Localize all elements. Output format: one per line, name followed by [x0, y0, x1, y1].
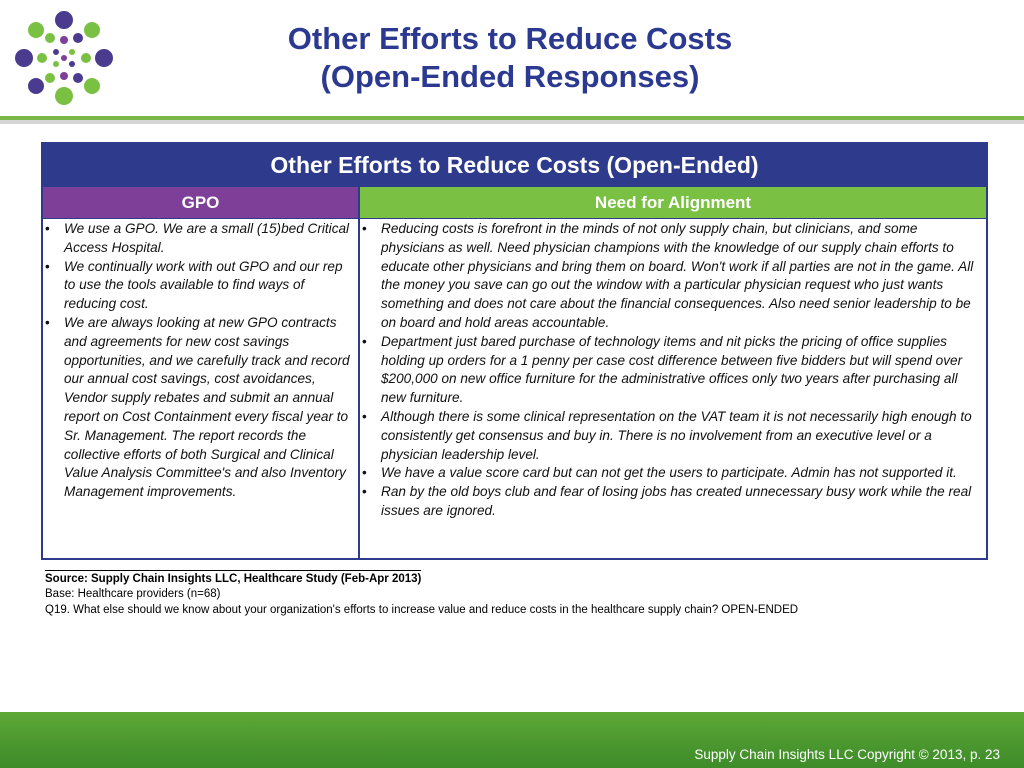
gpo-column: [43, 220, 358, 558]
need-for-alignment-column: [360, 220, 986, 558]
question-line: Q19. What else should we know about your organization's efforts to increase value and reduce costs in the healthcare supply chain? OPEN-ENDED: [45, 603, 799, 616]
gpo-bullet: • We are always looking at new GPO contracts and agreements for new cost savings opportunities, and we carefully track and record our annual cost savings, cost avoidances, Vendor supply rebates and submit an annual report on Cost Containment every fiscal year to Sr. Management. The report records the collective efforts of both Surgical and Clinical Value Analysis Committee's and also Inventory Management improvements.: [43, 314, 358, 502]
source-line: Source: Supply Chain Insights LLC, Healthcare Study (Feb-Apr 2013): [45, 570, 421, 587]
header-divider: [43, 218, 986, 219]
gpo-bullet-list: [43, 220, 358, 502]
alignment-bullet: • Although there is some clinical representation on the VAT team it is not necessarily high enough to consistently get consensus and buy in. There is no involvement from an executive level or a physician leadership level.: [360, 408, 986, 464]
gpo-bullet: • We continually work with out GPO and our rep to use the tools available to find ways of reducing cost.: [43, 258, 358, 314]
source-notes: [45, 570, 925, 618]
gpo-bullet: • We use a GPO. We are a small (15)bed Critical Access Hospital.: [43, 220, 358, 258]
page-title: [190, 20, 830, 96]
footer-copyright: Supply Chain Insights LLC Copyright © 2013, p. 23: [694, 747, 1000, 762]
dot-burst-logo-icon: [12, 8, 116, 108]
alignment-bullet: • Ran by the old boys club and fear of losing jobs has created unnecessary busy work while the real issues are ignored.: [360, 483, 986, 521]
title-line-1: Other Efforts to Reduce Costs: [287, 21, 733, 56]
alignment-bullet: • Department just bared purchase of technology items and nit picks the pricing of office supplies holding up orders for a 1 penny per case cost difference between five bidders but will spend over $200,000 on new office furniture for the administrative offices only two years after purchasing all new furniture.: [360, 333, 986, 408]
footer-band: [0, 712, 1024, 768]
base-line: Base: Healthcare providers (n=68): [45, 588, 221, 601]
title-divider-grey: [0, 120, 1024, 124]
column-header-gpo: GPO: [43, 187, 358, 218]
alignment-bullet: • Reducing costs is forefront in the minds of not only supply chain, but clinicians, and some physicians as well. Need physician champions with the knowledge of our supply chain efforts to educate other physicians and bring them on board. Won't work if all parties are not in the game. All the money you save can go out the window with a particular physician request who just wants something and does not care about the financial consequences. Also need senior leadership to be on board and hold areas accountable.: [360, 220, 986, 333]
responses-table: [41, 142, 988, 560]
column-header-need-for-alignment: Need for Alignment: [360, 187, 986, 218]
alignment-bullet-list: [360, 220, 986, 521]
alignment-bullet: • We have a value score card but can not get the users to participate. Admin has not supported it.: [360, 464, 986, 483]
table-title: Other Efforts to Reduce Costs (Open-Ended): [43, 144, 986, 187]
title-line-2: (Open-Ended Responses): [320, 59, 700, 94]
